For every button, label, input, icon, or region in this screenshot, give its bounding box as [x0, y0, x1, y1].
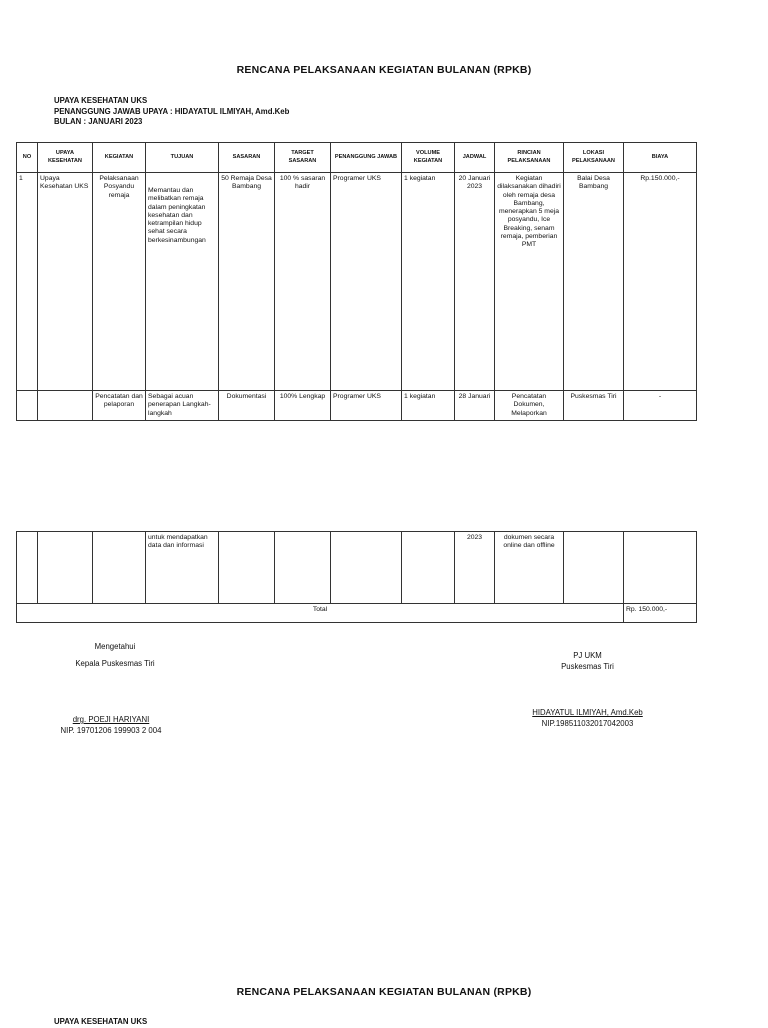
- cell-jadwal: 20 Januari 2023: [455, 173, 495, 391]
- cell-kegiatan: Pencatatan dan pelaporan: [93, 391, 146, 421]
- cell-sasaran: 50 Remaja Desa Bambang: [219, 173, 275, 391]
- col-header-sasaran: SASARAN: [219, 143, 275, 173]
- document-header: [54, 96, 289, 128]
- pj-puskesmas-label: Puskesmas Tiri: [561, 662, 614, 671]
- cell-upaya: [38, 532, 93, 604]
- rpkb-table: [16, 142, 697, 421]
- col-header-penanggung-jawab: PENANGGUNG JAWAB: [331, 143, 402, 173]
- col-header-no: NO: [17, 143, 38, 173]
- cell-target: 100% Lengkap: [275, 391, 331, 421]
- cell-penanggung-jawab: Programer UKS: [331, 173, 402, 391]
- cell-volume: 1 kegiatan: [402, 173, 455, 391]
- signature-left-name: [26, 714, 196, 736]
- next-page-header-upaya: UPAYA KESEHATAN UKS: [54, 1017, 148, 1026]
- cell-sasaran: [219, 532, 275, 604]
- cell-target: 100 % sasaran hadir: [275, 173, 331, 391]
- cell-volume: 1 kegiatan: [402, 391, 455, 421]
- col-header-volume: VOLUME KEGIATAN: [402, 143, 455, 173]
- cell-no: 1: [17, 173, 38, 391]
- cell-lokasi: Balai Desa Bambang: [564, 173, 624, 391]
- cell-kegiatan: Pelaksanaan Posyandu remaja: [93, 173, 146, 391]
- cell-sasaran: Dokumentasi: [219, 391, 275, 421]
- kepala-nama: drg. POEJI HARIYANI: [72, 715, 150, 724]
- cell-lokasi: Puskesmas Tiri: [564, 391, 624, 421]
- cell-rincian: Pencatatan Dokumen, Melaporkan: [495, 391, 564, 421]
- cell-jadwal: 2023: [455, 532, 495, 604]
- table-header-row: [17, 143, 697, 173]
- header-bulan: BULAN : JANUARI 2023: [54, 117, 143, 126]
- header-penanggung-jawab: PENANGGUNG JAWAB UPAYA : HIDAYATUL ILMIYAH, Amd.Keb: [54, 106, 290, 116]
- cell-upaya: [38, 391, 93, 421]
- signature-right-heading: [505, 650, 670, 672]
- next-page-title: RENCANA PELAKSANAAN KEGIATAN BULANAN (RPKB): [236, 986, 532, 998]
- total-biaya: Rp. 150.000,-: [624, 604, 697, 623]
- cell-kegiatan: [93, 532, 146, 604]
- total-label: Total: [17, 604, 624, 623]
- col-header-jadwal: JADWAL: [455, 143, 495, 173]
- col-header-kegiatan: KEGIATAN: [93, 143, 146, 173]
- col-header-tujuan: TUJUAN: [146, 143, 219, 173]
- pj-nip: NIP.198511032017042003: [541, 719, 634, 728]
- pj-nama: HIDAYATUL ILMIYAH, Amd.Keb: [532, 708, 643, 717]
- cell-volume: [402, 532, 455, 604]
- kepala-puskesmas-label: Kepala Puskesmas Tiri: [75, 659, 155, 668]
- signature-right-name: [500, 707, 675, 729]
- table-row: [17, 532, 697, 604]
- cell-rincian: Kegiatan dilaksanakan dihadiri oleh remaja desa Bambang, menerapkan 5 meja posyandu, Ice Breaking, senam remaja, pemberian PMT: [495, 173, 564, 391]
- col-header-upaya: UPAYA KESEHATAN: [38, 143, 93, 173]
- signature-left-heading: [30, 641, 200, 669]
- cell-upaya: Upaya Kesehatan UKS: [38, 173, 93, 391]
- cell-target: [275, 532, 331, 604]
- cell-biaya: -: [624, 391, 697, 421]
- cell-jadwal: 28 Januari: [455, 391, 495, 421]
- page-title: RENCANA PELAKSANAAN KEGIATAN BULANAN (RPKB): [236, 64, 532, 76]
- table-row: [17, 391, 697, 421]
- col-header-biaya: BIAYA: [624, 143, 697, 173]
- cell-biaya: Rp.150.000,-: [624, 173, 697, 391]
- col-header-rincian: RINCIAN PELAKSANAAN: [495, 143, 564, 173]
- col-header-target: TARGET SASARAN: [275, 143, 331, 173]
- rpkb-table-continued: [16, 531, 697, 623]
- cell-no: [17, 391, 38, 421]
- mengetahui-label: Mengetahui: [94, 642, 136, 651]
- col-header-lokasi: LOKASI PELAKSANAAN: [564, 143, 624, 173]
- cell-tujuan: Memantau dan melibatkan remaja dalam peningkatan kesehatan dan ketrampilan hidup sehat secara berkesinambungan: [146, 173, 219, 391]
- total-row: [17, 604, 697, 623]
- cell-biaya: [624, 532, 697, 604]
- cell-rincian: dokumen secara online dan offline: [495, 532, 564, 604]
- cell-no: [17, 532, 38, 604]
- header-upaya: UPAYA KESEHATAN UKS: [54, 96, 148, 105]
- cell-lokasi: [564, 532, 624, 604]
- pj-ukm-label: PJ UKM: [573, 651, 602, 660]
- kepala-nip: NIP. 19701206 199903 2 004: [60, 726, 162, 735]
- cell-penanggung-jawab: Programer UKS: [331, 391, 402, 421]
- cell-tujuan: untuk mendapatkan data dan informasi: [146, 532, 219, 604]
- cell-penanggung-jawab: [331, 532, 402, 604]
- cell-tujuan: Sebagai acuan penerapan Langkah-langkah: [146, 391, 219, 421]
- table-row: [17, 173, 697, 391]
